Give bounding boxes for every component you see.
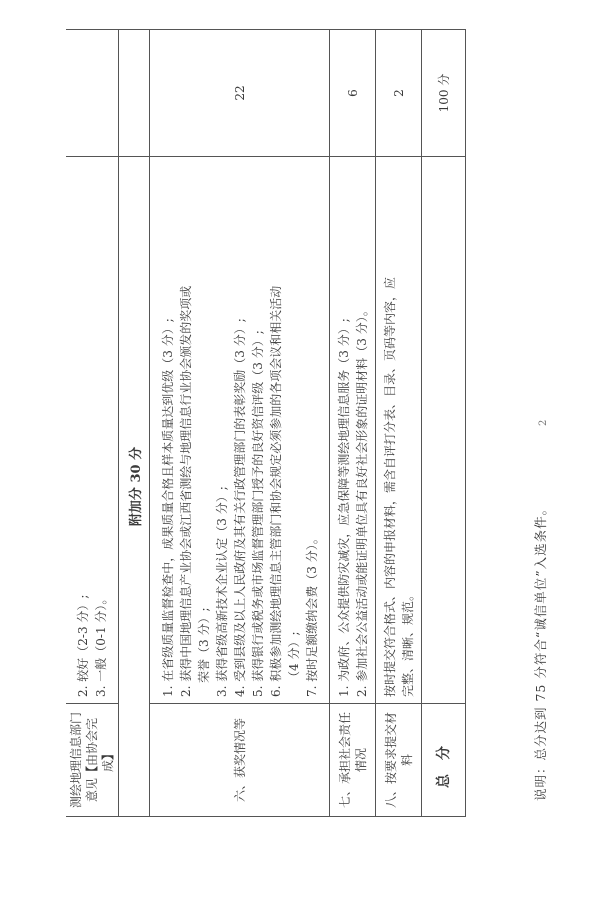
table-row-department-opinion — [66, 30, 119, 817]
social-responsibility-item: 2. 参加社会公益活动或能证明单位具有良好社会形象的证明材料（3 分）。 — [354, 304, 369, 697]
awards-item: 5. 获得银行或税务或市场监督管理部门授予的良好资信评级（3 分）; — [250, 330, 265, 697]
awards-item: 2. 获得中国地理信息产业协会或江西省测绘与地理信息行业协会颁发的奖项或 — [178, 285, 193, 697]
table-row-bonus-header — [119, 30, 150, 817]
bonus-section-score-cell — [119, 30, 150, 157]
materials-label-line1: 八、按要求提交材 — [383, 712, 398, 809]
department-opinion-label — [66, 704, 119, 817]
social-responsibility-score: 6 — [330, 30, 376, 157]
social-responsibility-label-line1: 七、承担社会责任 — [337, 712, 352, 809]
total-score: 100 分 — [422, 30, 466, 157]
evaluation-table — [66, 29, 466, 817]
table-row-social-responsibility — [330, 30, 376, 817]
department-opinion-label-inner: 由协会完成 — [85, 717, 115, 773]
awards-content — [150, 157, 330, 704]
table-row-total — [422, 30, 466, 817]
awards-item: 4. 受到县级及以上人民政府及其有关行政管理部门的表彰奖励（3 分）; — [232, 318, 247, 697]
awards-item: 3. 获得省级高新技术企业认定（3 分）; — [214, 486, 229, 697]
footnote: 说明：总分达到 75 分符合“诚信单位”入选条件。 — [533, 501, 548, 801]
awards-label: 六、获奖情况等 — [150, 704, 330, 817]
social-responsibility-content — [330, 157, 376, 704]
materials-label-line2: 料 — [399, 754, 414, 767]
bracket-open: 【 — [85, 766, 99, 779]
social-responsibility-label-line2: 情况 — [353, 748, 368, 773]
awards-item: （4 分）; — [286, 631, 301, 683]
table-row-materials — [376, 30, 422, 817]
department-opinion-content — [66, 157, 119, 704]
total-label: 总分 — [422, 704, 466, 817]
materials-content — [376, 157, 422, 704]
department-opinion-score — [66, 30, 119, 157]
awards-item: 7. 按时足额缴纳会费（3 分）。 — [304, 532, 319, 697]
materials-item: 完整、清晰、规范。 — [400, 588, 415, 697]
awards-item: 1. 在省级质量监督检查中，成果质量合格且样本质量达到优级（3 分）; — [160, 318, 175, 697]
page-number: 2 — [538, 419, 549, 426]
social-responsibility-item: 1. 为政府、公众提供防灾减灾，应急保障等测绘地理信息服务（3 分）; — [336, 318, 351, 697]
awards-score: 22 — [150, 30, 330, 157]
bracket-close: 】 — [101, 747, 115, 760]
social-responsibility-label — [330, 704, 376, 817]
materials-item: 按时提交符合格式、内容的申报材料，需含自评打分表、目录、页码等内容，应 — [382, 276, 397, 697]
bonus-section-title: 附加分 30 分 — [119, 157, 150, 817]
table-row-awards — [150, 30, 330, 817]
department-opinion-label-prefix: 意见 — [85, 778, 99, 803]
department-opinion-item-2: 2. 较好（2-3 分）; — [76, 594, 90, 697]
materials-score: 2 — [376, 30, 422, 157]
department-opinion-item-3: 3. 一般（0-1 分）。 — [94, 592, 108, 697]
awards-item: 荣誉（3 分）; — [196, 607, 211, 683]
total-content — [422, 157, 466, 704]
materials-label — [376, 704, 422, 817]
department-opinion-label-line1: 测绘地理信息部门 — [69, 712, 83, 809]
awards-item: 6. 积极参加测绘地理信息主管部门和协会规定必须参加的各项会议和相关活动 — [268, 285, 283, 697]
